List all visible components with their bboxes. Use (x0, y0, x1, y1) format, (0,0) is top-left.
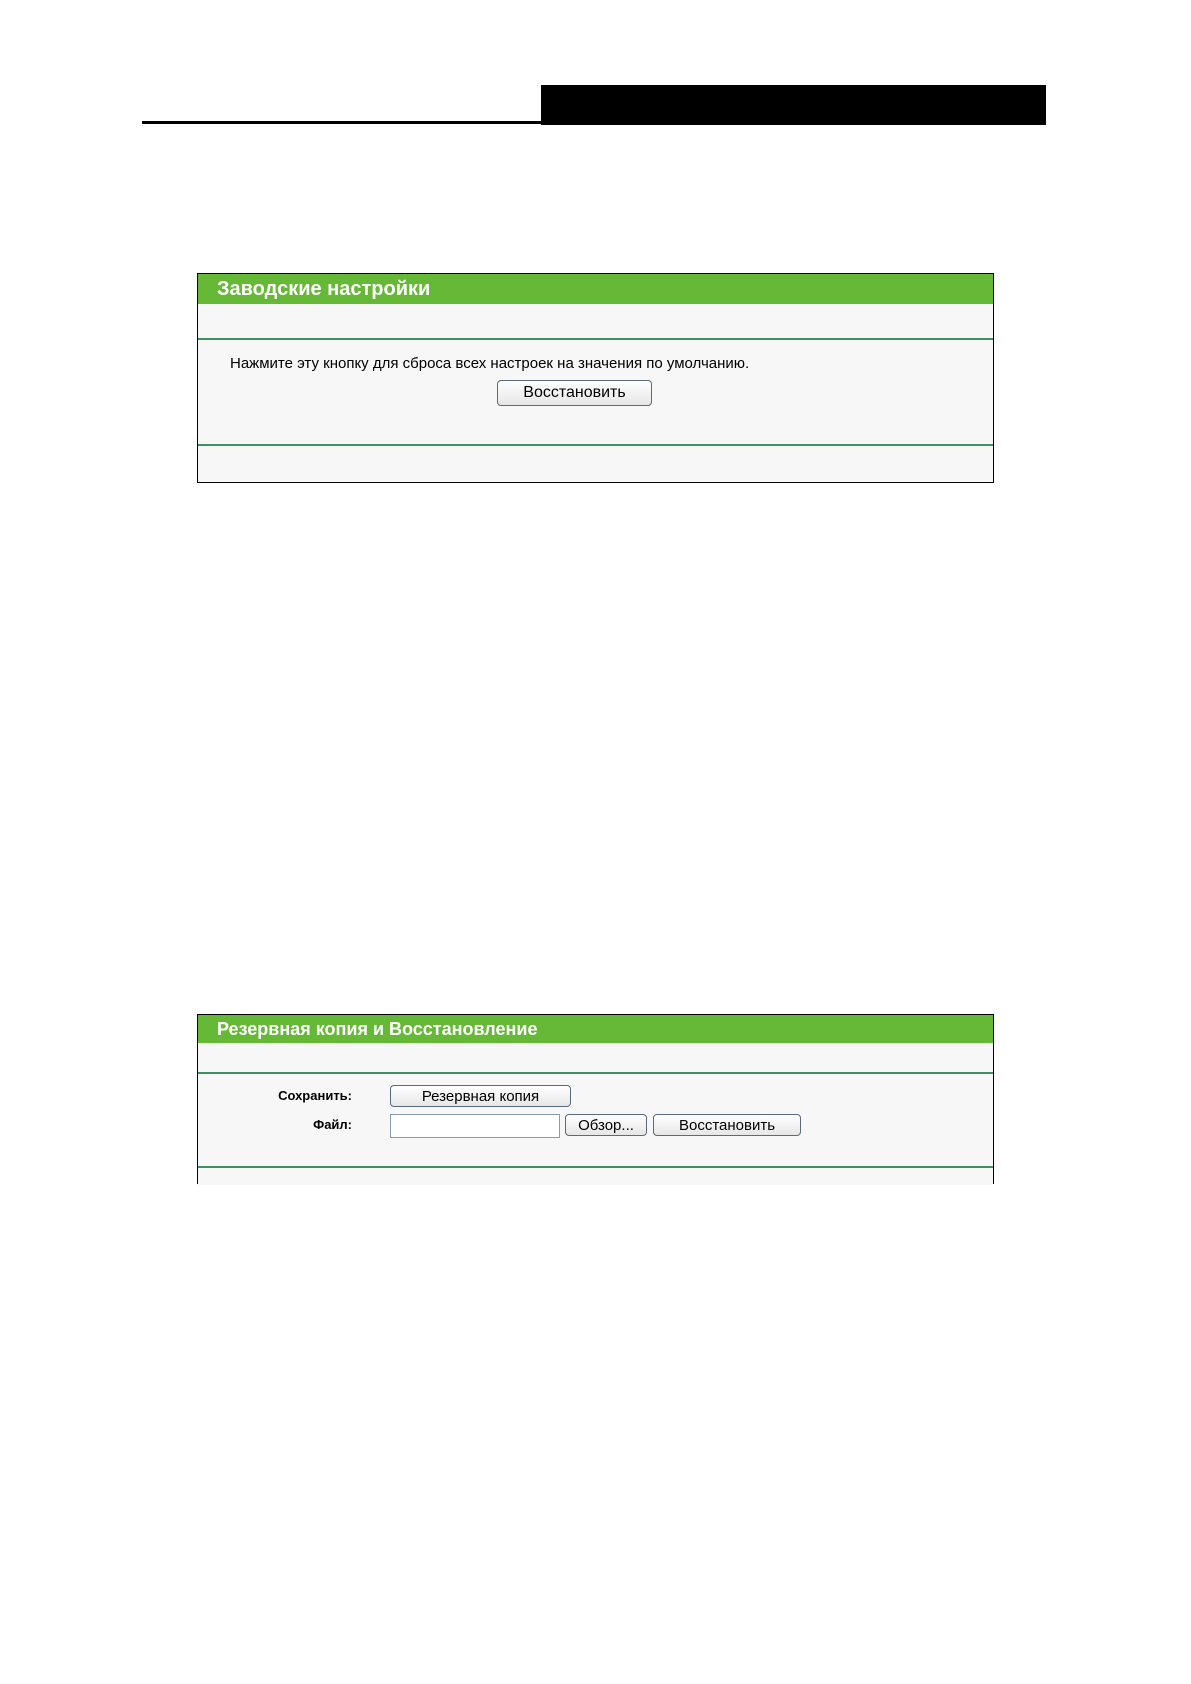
restore-defaults-button[interactable]: Восстановить (497, 380, 652, 406)
backup-button[interactable]: Резервная копия (390, 1085, 571, 1107)
factory-defaults-description: Нажмите эту кнопку для сброса всех настроек на значения по умолчанию. (230, 355, 750, 372)
panel-footer (198, 1168, 993, 1185)
factory-defaults-panel (197, 273, 994, 483)
panel-spacer (198, 304, 993, 338)
file-path-input[interactable] (390, 1114, 560, 1138)
factory-defaults-title: Заводские настройки (198, 274, 993, 304)
backup-restore-title: Резервная копия и Восстановление (198, 1015, 993, 1043)
page-header-block (541, 85, 1046, 125)
backup-restore-body (198, 1074, 993, 1166)
factory-defaults-body (198, 340, 993, 444)
file-label: Файл: (313, 1117, 352, 1132)
browse-button[interactable]: Обзор... (565, 1114, 647, 1136)
restore-from-file-button[interactable]: Восстановить (653, 1114, 801, 1136)
panel-footer (198, 446, 993, 481)
panel-spacer (198, 1043, 993, 1072)
backup-restore-panel (197, 1014, 994, 1184)
page-header-rule (142, 121, 1046, 124)
save-label: Сохранить: (278, 1088, 352, 1103)
